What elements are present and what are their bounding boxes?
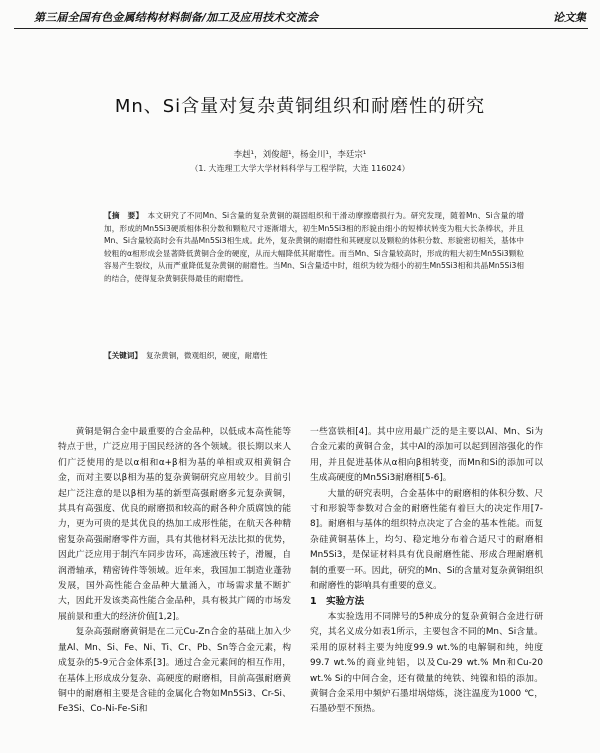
abstract xyxy=(104,210,524,285)
body-column-left xyxy=(58,425,291,718)
running-header xyxy=(0,0,600,30)
paragraph: 本实验选用不同牌号的5种成分的复杂黄铜合金进行研究，其名义成分如表1所示，主要包含不同的Mn、Si含量。采用的原材料主要为纯度99.9 wt.%的电解铜和纯，纯度99.7 wt.%的商业纯铝，以及Cu-29 wt.% Mn和Cu-20 wt.% Si的中间合金，还有微量的纯铁、纯镍和铅的添加。黄铜合金采用中频炉石墨坩埚熔炼，浇注温度为1000 ℃，石墨砂型不预热。 xyxy=(310,611,543,715)
abstract-label: 【摘 要】 xyxy=(104,211,144,220)
affiliation: （1. 大连理工大学大学材料科学与工程学院，大连 116024） xyxy=(190,164,410,173)
author-list: 李赳¹，刘俊超¹，杨金川¹，李廷宗¹ xyxy=(233,150,367,160)
conference-name: 第三届全国有色金属结构材料制备/加工及应用技术交流会 xyxy=(34,11,319,24)
section-label: 论文集 xyxy=(553,11,586,24)
paragraph: 大量的研究表明，合金基体中的耐磨相的体积分数、尺寸和形貌等参数对合金的耐磨性能有着巨大的决定作用[7-8]。耐磨相与基体的组织特点决定了合金的基本性能。而复杂硅黄铜基体上，均匀、稳定地分布着合适尺寸的耐磨相Mn5Si3，是保证材料具有优良耐磨性能、形成合理耐磨机制的重要一环。因此，研究的Mn、Si的含量对复杂黄铜组织和耐磨性的影响具有重要的意义。 xyxy=(310,488,543,592)
keywords xyxy=(104,350,524,361)
abstract-text: 本文研究了不同Mn、Si含量的复杂黄铜的凝固组织和干滑动摩擦磨损行为。研究发现，随着Mn、Si含量的增加，形成的Mn5Si3硬质相体积分数和颗粒尺寸逐渐增大，初生Mn5Si3相的形貌由细小的短棒状转变为粗大长条棒状，并且Mn、Si含量较高时会有共晶Mn5Si3相生成。此外，复杂黄铜的耐磨性和其硬度以及颗粒的体积分数、形貌密切相关，基体中较粗的α相形成会显著降低黄铜合金的硬度，从而大幅降低其耐磨性。而当Mn、Si含量较高时，形成的粗大初生Mn5Si3颗粒容易产生裂纹，从而严重降低复杂黄铜的耐磨性。当Mn、Si含量适中时，组织为较为细小的初生Mn5Si3相和共晶Mn5Si3相的结合，使得复杂黄铜获得最佳的耐磨性。 xyxy=(104,211,524,283)
keywords-label: 【关键词】 xyxy=(104,351,142,360)
section-heading: 1 实验方法 xyxy=(310,596,365,608)
body-column-right xyxy=(310,425,543,718)
keywords-text: 复杂黄铜，微观组织，硬度，耐磨性 xyxy=(145,351,268,360)
paper-title: Mn、Si含量对复杂黄铜组织和耐磨性的研究 xyxy=(114,96,486,117)
paragraph: 黄铜是铜合金中最重要的合金品种，以低成本高性能等特点于世，广泛应用于国民经济的各个领域。很长期以来人们广泛使用的是以α相和α+β相为基的单相或双相黄铜合金，而对主要以β相为基的复杂黄铜研究应用较少。目前引起广泛注意的是以β相为基的新型高强耐磨多元复杂黄铜，其具有高强度、优良的耐磨损和较高的耐各种介质腐蚀的能力，更为可贵的是其优良的热加工成形性能，在航天各种精密复杂高强耐磨零件方面，具有其他材料无法比拟的优势，因此广泛应用于制汽车同步齿环，高速液压转子，滑履，自润滑轴承，精密铸件等领域。近年来，我国加工制造业蓬勃发展，国外高性能合金品种大量涌入，市场需求量不断扩大，因此开发该类高性能合金品种，具有极其广阔的市场发展前景和重大的经济价值[1,2]。 xyxy=(58,427,291,622)
paragraph: 复杂高强耐磨黄铜是在二元Cu-Zn合金的基础上加入少量Al、Mn、Si、Fe、Ni、Ti、Cr、Pb、Sn等合金元素，构成复杂的5-9元合金体系[3]。通过合金元素间的相互作用，在基体上形成成分复杂、高硬度的耐磨相，目前高强耐磨黄铜中的耐磨相主要是含硅的金属化合物如Mn5Si3、Cr-Si、Fe3Si、Co-Ni-Fe-Si和 xyxy=(58,627,291,715)
paragraph: 一些富铁相[4]。其中应用最广泛的是主要以Al、Mn、Si为合金元素的黄铜合金，其中Al的添加可以起到固溶强化的作用，并且促进基体从α相向β相转变，而Mn和Si的添加可以生成高硬度的Mn5Si3耐磨相[5-6]。 xyxy=(310,427,543,484)
header-rule xyxy=(14,28,588,29)
